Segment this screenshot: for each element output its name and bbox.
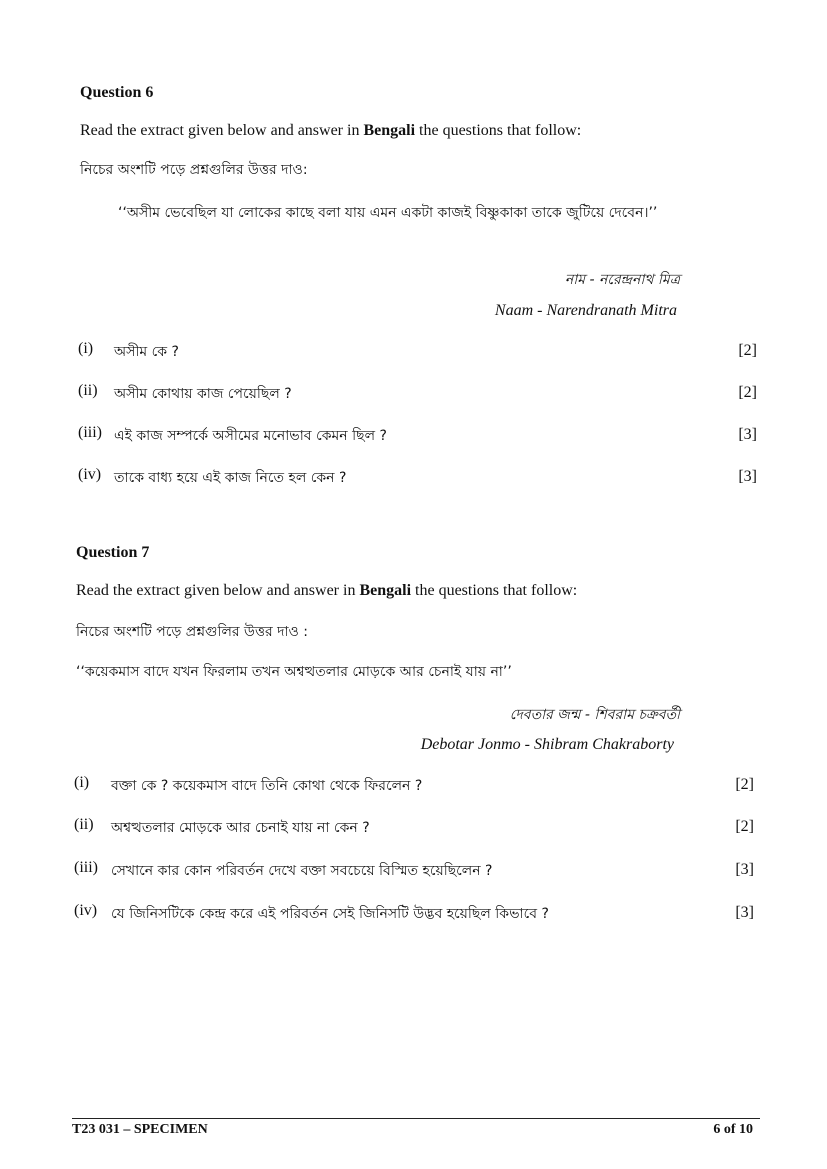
item-text: অসীম কে ?: [114, 344, 179, 360]
question-6-instruction: Read the extract given below and answer in Bengali the questions that follow:: [80, 122, 582, 139]
question-6-title: Question 6: [80, 84, 154, 101]
footer-paper-code: T23 031 – SPECIMEN: [72, 1122, 208, 1137]
item-number: (i): [74, 774, 90, 791]
question-6-instruction-bengali: নিচের অংশটি পড়ে প্রশ্নগুলির উত্তর দাও:: [80, 162, 308, 178]
item-text: এই কাজ সম্পর্কে অসীমের মনোভাব কেমন ছিল ?: [114, 428, 387, 444]
item-number: (iv): [78, 466, 102, 483]
item-text: অশ্বত্থতলার মোড়কে আর চেনাই যায় না কেন ?: [111, 820, 370, 836]
item-number: (iii): [74, 859, 98, 876]
item-text: যে জিনিসটিকে কেন্দ্র করে এই পরিবর্তন সেই জিনিসটি উদ্ভব হয়েছিল কিভাবে ?: [111, 906, 549, 922]
item-text: সেখানে কার কোন পরিবর্তন দেখে বক্তা সবচেয়ে বিস্মিত হয়েছিলেন ?: [111, 863, 493, 879]
question-7-source-english: Debotar Jonmo - Shibram Chakraborty: [420, 736, 674, 753]
item-marks: [3]: [735, 904, 754, 921]
item-number: (i): [78, 340, 94, 357]
question-7-instruction-bengali: নিচের অংশটি পড়ে প্রশ্নগুলির উত্তর দাও :: [76, 624, 309, 640]
item-text: অসীম কোথায় কাজ পেয়েছিল ?: [114, 386, 292, 402]
item-marks: [2]: [738, 342, 757, 359]
item-marks: [2]: [735, 818, 754, 835]
item-number: (ii): [74, 816, 94, 833]
question-6-source-english: Naam - Narendranath Mitra: [494, 302, 677, 319]
question-6-extract: ‘‘অসীম ভেবেছিল যা লোকের কাছে বলা যায় এমন একটা কাজই বিষ্ণুকাকা তাকে জুটিয়ে দেবেন।’’: [118, 205, 658, 221]
item-marks: [2]: [735, 776, 754, 793]
item-number: (ii): [78, 382, 98, 399]
item-marks: [3]: [738, 468, 757, 485]
footer-divider: [72, 1118, 760, 1119]
question-6-source-bengali: নাম - নরেন্দ্রনাথ মিত্র: [564, 272, 680, 288]
question-7-source-bengali: দেবতার জন্ম - শিবরাম চক্রবর্তী: [509, 707, 680, 723]
footer-page-number: 6 of 10: [713, 1122, 753, 1137]
item-marks: [2]: [738, 384, 757, 401]
item-text: বক্তা কে ? কয়েকমাস বাদে তিনি কোথা থেকে ফিরলেন ?: [111, 778, 423, 794]
question-7-instruction: Read the extract given below and answer in Bengali the questions that follow:: [76, 582, 578, 599]
item-marks: [3]: [738, 426, 757, 443]
item-marks: [3]: [735, 861, 754, 878]
item-number: (iii): [78, 424, 102, 441]
question-7-extract: ‘‘কয়েকমাস বাদে যখন ফিরলাম তখন অশ্বত্থতলার মোড়কে আর চেনাই যায় না’’: [76, 664, 512, 680]
item-number: (iv): [74, 902, 98, 919]
question-7-title: Question 7: [76, 544, 150, 561]
item-text: তাকে বাধ্য হয়ে এই কাজ নিতে হল কেন ?: [114, 470, 347, 486]
